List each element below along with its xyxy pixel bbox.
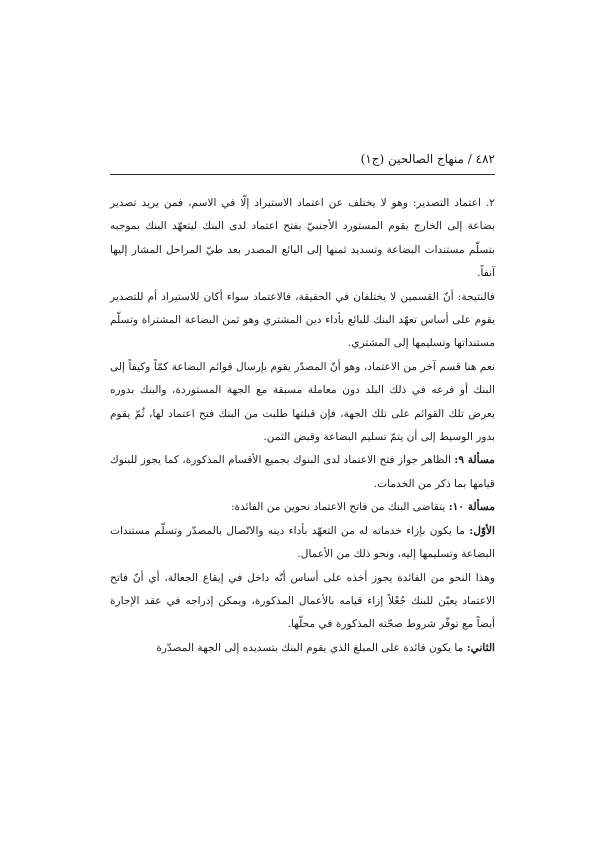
paragraph-text: يتقاضى البنك من فاتح الاعتماد نحوين من الفائدة: <box>230 501 449 514</box>
running-header: ٤٨٢ / منهاج الصالحين (ج١) <box>360 152 495 166</box>
issue-9-heading: مسألة ٩: <box>454 454 495 467</box>
paragraph-first-type <box>110 520 495 567</box>
paragraph-text: فالنتيجة: أنّ القسمين لا يختلفان في الحقيقة، فالاعتماد سواء أكان للاستيراد أم للتصدير يقوم على أساس تعهّد البنك للبائع بأداء دين المشتري وهو ثمن البضاعة المشتراة وتسلّم مستنداتها وتسليمها إلى المشتري. <box>110 290 495 350</box>
paragraph-issue-10 <box>110 496 495 519</box>
paragraph-jualah <box>110 567 495 637</box>
paragraph-text: ما يكون فائدة على المبلغ الذي يقوم البنك بتسديده إلى الجهة المصدّرة <box>156 641 467 654</box>
paragraph-other-type <box>110 356 495 450</box>
paragraph-conclusion <box>110 286 495 356</box>
page-header <box>110 150 495 174</box>
header-rule <box>110 174 495 175</box>
paragraph-export-credit <box>110 192 495 286</box>
paragraph-text: نعم هنا قسم آخر من الاعتماد، وهو أنّ المصدّر يقوم بإرسال قوائم البضاعة كمّاً وكيفاً إلى البنك أو فرعه في ذلك البلد دون معاملة مسبقة مع الجهة المستوردة، والبنك بدوره يعرض تلك القوائم على تلك الجهة، فإن قبلتها طلبت من البنك فتح اعتماد لها، ثُمّ يقوم بدور الوسيط إلى أن يتمّ تسليم البضاعة وقبض الثمن. <box>110 360 495 444</box>
paragraph-text: وهذا النحو من الفائدة يجوز أخذه على أساس أنّه داخل في إيقاع الجعالة، أي أنّ فاتح الاعتماد يعيّن للبنك جُعْلاً إزاء قيامه بالأعمال المذكورة، ويمكن إدراجه في عقد الإجارة أيضاً مع توفّر شروط صحّته المذكورة في محلّها. <box>110 571 495 631</box>
first-type-heading: الأوّل: <box>469 524 495 537</box>
paragraph-issue-9 <box>110 449 495 496</box>
paragraph-second-type <box>110 637 495 660</box>
paragraph-text: ٢. اعتماد التصدير: وهو لا يختلف عن اعتماد الاستيراد إلّا في الاسم، فمن يريد تصدير بضاعة إلى الخارج يقوم المستورد الأجنبيّ بفتح اعتماد لدى البنك ليتعهّد البنك بموجبه بتسلّم مستندات البضاعة وتسديد ثمنها إلى البائع المصدر بعد طيّ المراحل المشار إليها آنفاً. <box>110 197 495 280</box>
issue-10-heading: مسألة ١٠: <box>448 501 495 514</box>
body-text <box>110 192 495 660</box>
paragraph-text: ما يكون بإزاء خدماته له من التعهّد بأداء دينه والاتّصال بالمصدّر وتسلّم مستندات البضاعة وتسليمها إليه، ونحو ذلك من الأعمال. <box>110 524 495 561</box>
paragraph-text: الظاهر جواز فتح الاعتماد لدى البنوك بجميع الأقسام المذكورة، كما يجوز للبنوك قيامها بما ذكر من الخدمات. <box>110 454 495 490</box>
second-type-heading: الثاني: <box>466 641 495 654</box>
